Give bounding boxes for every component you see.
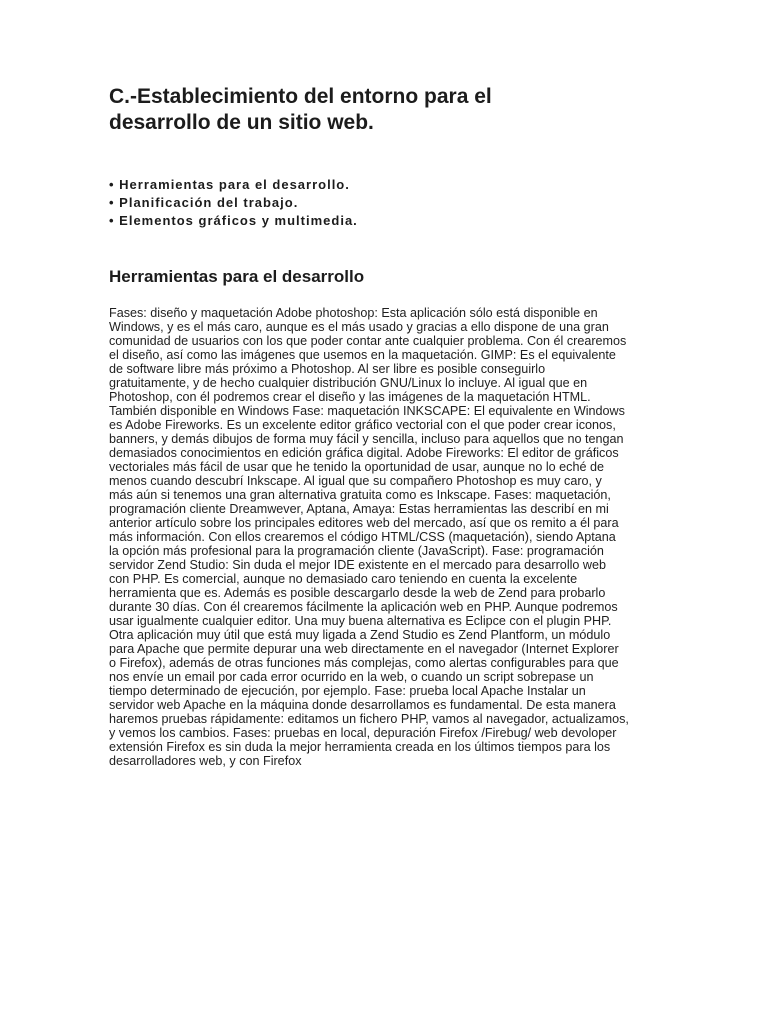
body-paragraph: Fases: diseño y maquetación Adobe photoshop: Esta aplicación sólo está disponible en Windows, y es el más caro, aunque es el más usado y gracias a ello dispone de una gran comunidad de usuarios con los que poder contar ante cualquier problema. Con él crearemos el diseño, así como las imágenes que usemos en la maquetación. GIMP: Es el equivalente de software libre más próximo a Photoshop. Al ser libre es posible conseguirlo gratuitamente, y de hecho cualquier distribución GNU/Linux lo incluye. Al igual que en Photoshop, con él podremos crear el diseño y las imágenes de la maquetación HTML. También disponible en Windows Fase: maquetación INKSCAPE: El equivalente en Windows es Adobe Fireworks. Es un excelente editor gráfico vectorial con el que poder crear iconos, banners, y demás dibujos de forma muy fácil y sencilla, incluso para aquellos que no tengan demasiados conocimientos en edición gráfica digital. Adobe Fireworks: El editor de gráficos vectoriales más fácil de usar que he tenido la oportunidad de usar, aunque no lo eché de menos cuando descubrí Inkscape. Al igual que su compañero Photoshop es muy caro, y más aún si tenemos una gran alternativa gratuita como es Inkscape. Fases: maquetación, programación cliente Dreamwever, Aptana, Amaya: Estas herramientas las describí en mi anterior artículo sobre los principales editores web del mercado, así que os remito a él para más información. Con ellos crearemos el código HTML/CSS (maquetación), siendo Aptana la opción más profesional para la programación cliente (JavaScript). Fase: programación servidor Zend Studio: Sin duda el mejor IDE existente en el mercado para desarrollo web con PHP. Es comercial, aunque no demasiado caro teniendo en cuenta la excelente herramienta que es. Además es posible descargarlo desde la web de Zend para probarlo durante 30 días. Con él crearemos fácilmente la aplicación web en PHP. Aunque podremos usar igualmente cualquier editor. Una muy buena alternativa es Eclipce con el plugin PHP. Otra aplicación muy útil que está muy ligada a Zend Studio es Zend Plantform, un módulo para Apache que permite depurar una web directamente en el navegador (Internet Explorer o Firefox), además de otras funciones más complejas, como alertas configurables para que nos envíe un email por cada error ocurrido en la web, o cuando un script sobrepase un tiempo determinado de ejecución, por ejemplo. Fase: prueba local Apache Instalar un servidor web Apache en la máquina donde desarrollamos es fundamental. De esta manera haremos pruebas rápidamente: editamos un fichero PHP, vamos al navegador, actualizamos, y vemos los cambios. Fases: pruebas en local, depuración Firefox /Firebug/ web devoloper extensión Firefox es sin duda la mejor herramienta creada en los últimos tiempos para los desarrolladores web, y con Firefox	[109, 306, 629, 768]
document-title: C.-Establecimiento del entorno para el desarrollo de un sitio web.	[109, 85, 492, 134]
topic-bullet-list	[109, 176, 358, 230]
section-heading: Herramientas para el desarrollo	[109, 267, 365, 286]
bullet-item-planning: • Planificación del trabajo.	[109, 195, 299, 210]
bullet-item-tools: • Herramientas para el desarrollo.	[109, 177, 350, 192]
bullet-item-graphics: • Elementos gráficos y multimedia.	[109, 213, 358, 228]
